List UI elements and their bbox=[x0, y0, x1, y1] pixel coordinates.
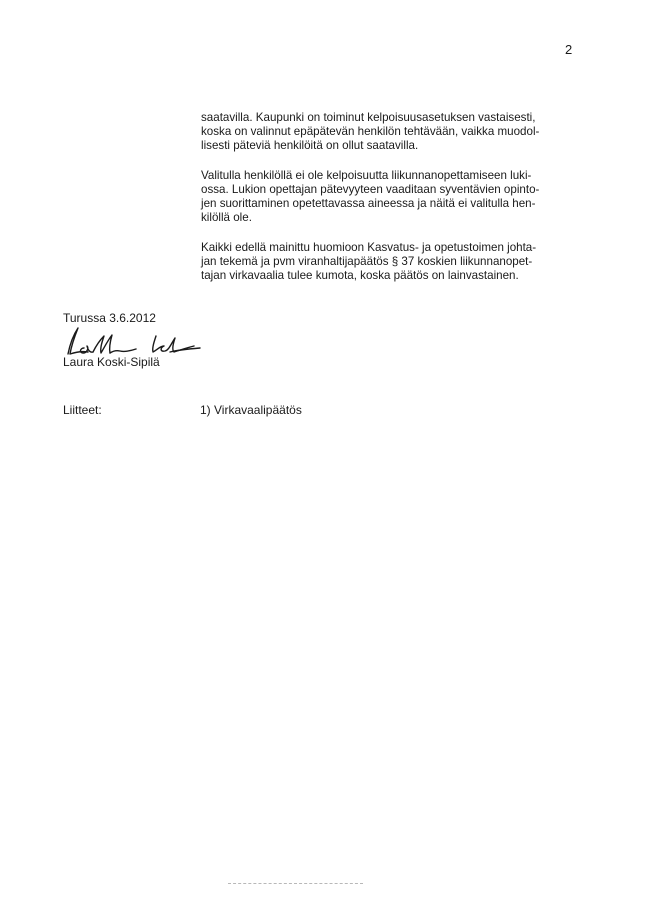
page-number: 2 bbox=[565, 42, 573, 57]
text-line: ossa. Lukion opettajan pätevyyteen vaaditaan syventävien opinto- bbox=[201, 183, 540, 196]
text-line: jen suorittaminen opetettavassa aineessa ja näitä ei valitulla hen- bbox=[201, 197, 536, 210]
signer-name: Laura Koski-Sipilä bbox=[63, 355, 160, 369]
attachment-item: 1) Virkavaalipäätös bbox=[200, 403, 302, 417]
text-line: jan tekemä ja pvm viranhaltijapäätös § 37 koskien liikunnanopet- bbox=[201, 255, 533, 268]
attachments-label: Liitteet: bbox=[63, 403, 102, 417]
text-line: Valitulla henkilöllä ei ole kelpoisuutta liikunnanopettamiseen luki- bbox=[201, 169, 532, 182]
paragraph bbox=[201, 169, 586, 225]
text-line: kilöllä ole. bbox=[201, 211, 252, 224]
text-line: saatavilla. Kaupunki on toiminut kelpoisuusasetuksen vastaisesti, bbox=[201, 111, 536, 124]
paragraph bbox=[201, 241, 586, 283]
paragraph bbox=[201, 111, 586, 153]
footer-rule bbox=[228, 883, 363, 884]
text-line: lisesti päteviä henkilöitä on ollut saatavilla. bbox=[201, 139, 419, 152]
text-line: tajan virkavaalia tulee kumota, koska päätös on lainvastainen. bbox=[201, 269, 519, 282]
text-line: Kaikki edellä mainittu huomioon Kasvatus- ja opetustoimen johta- bbox=[201, 241, 537, 254]
place-date: Turussa 3.6.2012 bbox=[63, 311, 156, 325]
text-line: koska on valinnut epäpätevän henkilön tehtävään, vaikka muodol- bbox=[201, 125, 540, 138]
